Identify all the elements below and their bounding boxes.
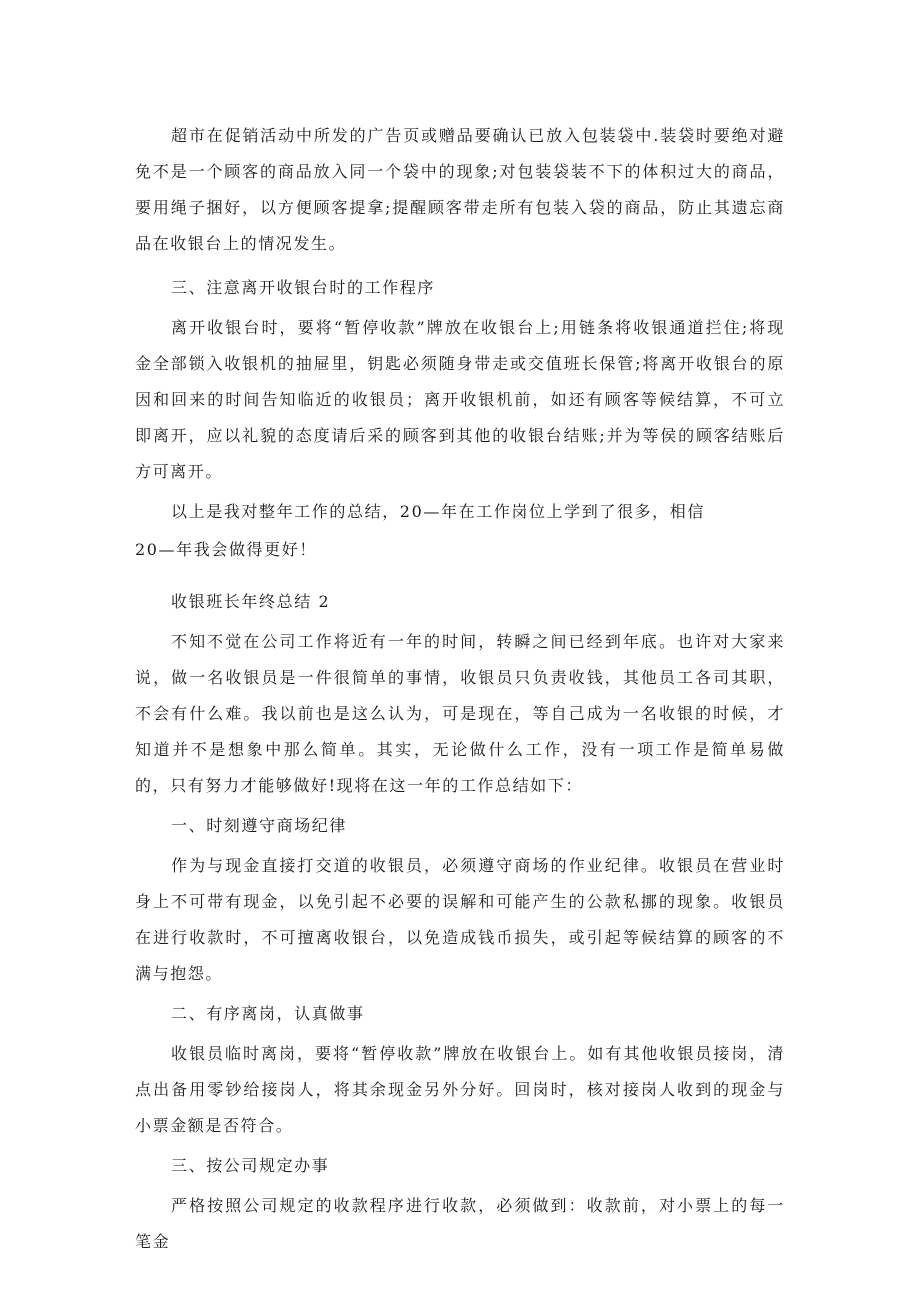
heading-company-rules: 三、按公司规定办事	[171, 1156, 330, 1175]
paragraph-orderly-leave: 收银员临时离岗，要将“暂停收款”牌放在收银台上。如有其他收银员接岗，清点出备用零钞给接岗人，将其余现金另外分好。回岗时，核对接岗人收到的现金与小票金额是否符合。	[135, 1044, 785, 1135]
paragraph-leaving-counter: 离开收银台时，要将“暂停收款”牌放在收银台上;用链条将收银通道拦住;将现金全部锁入收银机的抽屉里，钥匙必须随身带走或交值班长保管;将离开收银台的原因和回来的时间告知临近的收银员；离开收银机前，如还有顾客等候结算，不可立即离开，应以礼貌的态度请后采的顾客到其他的收银台结账;并为等侯的顾客结账后方可离开。	[135, 318, 785, 481]
paragraph-summary-line1: 以上是我对整年工作的总结，20—年在工作岗位上学到了很多，相信	[171, 502, 705, 521]
document-body	[135, 118, 785, 1260]
heading-discipline: 一、时刻遵守商场纪律	[171, 816, 348, 835]
section-title: 收银班长年终总结 2	[171, 592, 331, 611]
heading-orderly-leave: 二、有序离岗，认真做事	[171, 1004, 365, 1023]
paragraph-intro: 不知不觉在公司工作将近有一年的时间，转瞬之间已经到年底。也许对大家来说，做一名收银员是一件很简单的事情，收银员只负责收钱，其他员工各司其职，不会有什么难。我以前也是这么认为，可是现在，等自己成为一名收银的时候，才知道并不是想象中那么简单。其实，无论做什么工作，没有一项工作是简单易做的，只有努力才能够做好!现将在这一年的工作总结如下：	[135, 632, 785, 795]
heading-leaving-procedure: 三、注意离开收银台时的工作程序	[171, 278, 436, 297]
paragraph-summary-line2: 20—年我会做得更好！	[135, 540, 317, 559]
paragraph-packing: 超市在促销活动中所发的广告页或赠品要确认已放入包装袋中.装袋时要绝对避免不是一个顾客的商品放入同一个袋中的现象;对包装袋装不下的体积过大的商品，要用绳子捆好，以方便顾客提拿;提醒顾客带走所有包装入袋的商品，防止其遗忘商品在收银台上的情况发生。	[135, 126, 785, 253]
paragraph-discipline: 作为与现金直接打交道的收银员，必须遵守商场的作业纪律。收银员在营业时身上不可带有现金，以免引起不必要的误解和可能产生的公款私挪的现象。收银员在进行收款时，不可擅离收银台，以免造成钱币损失，或引起等候结算的顾客的不满与抱怨。	[135, 856, 785, 983]
paragraph-company-rules: 严格按照公司规定的收款程序进行收款，必须做到：收款前，对小票上的每一笔金	[135, 1196, 785, 1251]
